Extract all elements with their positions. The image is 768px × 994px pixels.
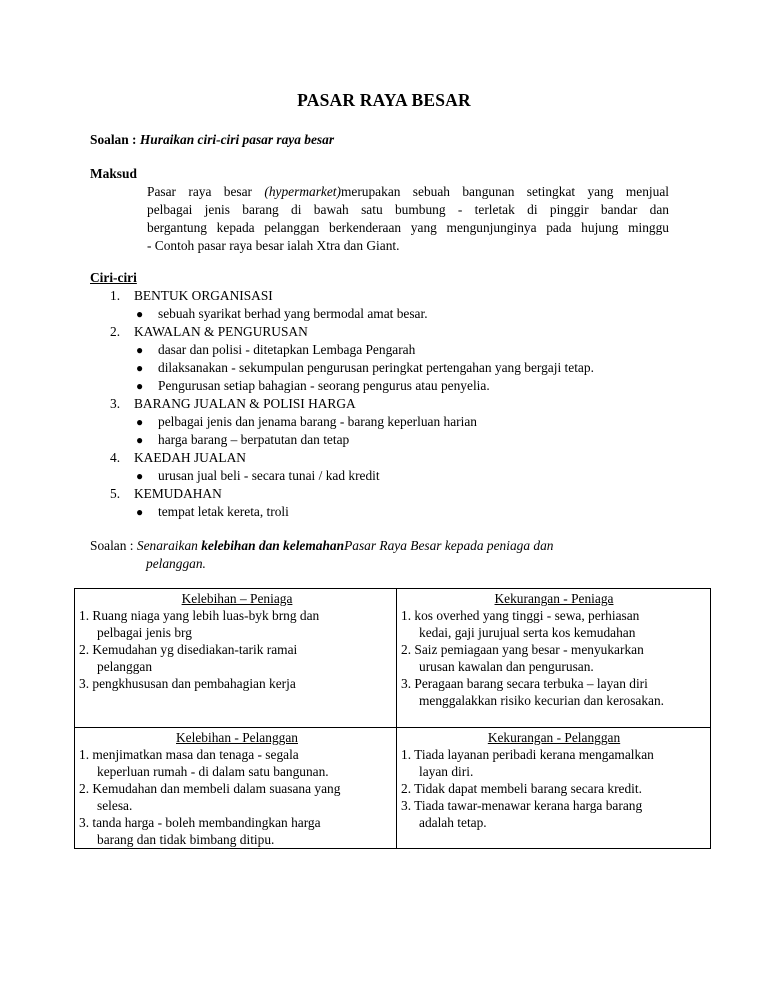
maksud-paragraph xyxy=(147,183,669,255)
cell-line: 3. pengkhususan dan pembahagian kerja xyxy=(79,676,296,691)
cell-line: keperluan rumah - di dalam satu bangunan. xyxy=(97,764,329,779)
cell-line: 3. Peragaan barang secara terbuka – layan diri xyxy=(401,676,648,691)
cell-line: 3. tanda harga - boleh membandingkan harga xyxy=(79,815,321,830)
ciri-item: 5. KEMUDAHAN xyxy=(110,486,222,501)
cell-line: 2. Kemudahan dan membeli dalam suasana yang xyxy=(79,781,341,796)
page-title: PASAR RAYA BESAR xyxy=(297,90,471,110)
cell-kelebihan-peniaga xyxy=(79,590,395,692)
cell-heading: Kelebihan – Peniaga xyxy=(181,591,293,606)
bullet-icon: ● xyxy=(136,307,144,321)
cell-line: urusan kawalan dan pengurusan. xyxy=(419,659,594,674)
cell-kekurangan-pelanggan xyxy=(401,729,707,831)
ciri-bullet: ● urusan jual beli - secara tunai / kad kredit xyxy=(136,468,380,483)
cell-line: selesa. xyxy=(97,798,133,813)
ciri-list xyxy=(110,287,690,521)
comparison-table xyxy=(74,588,711,849)
ciri-item: 2. KAWALAN & PENGURUSAN xyxy=(110,324,308,339)
cell-line: 2. Tidak dapat membeli barang secara kredit. xyxy=(401,781,642,796)
cell-line: 1. Tiada layanan peribadi kerana mengamalkan xyxy=(401,747,654,762)
ciri-item: 1. BENTUK ORGANISASI xyxy=(110,288,273,303)
ciri-bullet: ● dilaksanakan - sekumpulan pengurusan peringkat pertengahan yang bergaji tetap. xyxy=(136,360,594,375)
ciri-bullet: ● sebuah syarikat berhad yang bermodal amat besar. xyxy=(136,306,428,321)
cell-line: 1. kos overhed yang tinggi - sewa, perhiasan xyxy=(401,608,640,623)
ciri-heading: Ciri-ciri xyxy=(90,270,137,285)
ciri-bullet: ● dasar dan polisi - ditetapkan Lembaga Pengarah xyxy=(136,342,416,357)
cell-heading: Kekurangan - Pelanggan xyxy=(487,730,621,745)
soalan-question-2: Soalan : Senaraikan kelebihan dan kelemahanPasar Raya Besar kepada peniaga dan pelanggan. xyxy=(90,538,554,571)
cell-line: menggalakkan risiko kecurian dan kerosakan. xyxy=(419,693,665,708)
cell-line: layan diri. xyxy=(419,764,474,779)
cell-heading: Kekurangan - Peniaga xyxy=(494,591,614,606)
cell-line: 1. menjimatkan masa dan tenaga - segala xyxy=(79,747,299,762)
soalan-text: Huraikan ciri-ciri pasar raya besar xyxy=(139,132,335,147)
cell-kelebihan-pelanggan xyxy=(79,729,395,848)
cell-line: pelbagai jenis brg xyxy=(97,625,192,640)
maksud-line: - Contoh pasar raya besar ialah Xtra dan Giant. xyxy=(147,238,400,253)
soalan-question-1 xyxy=(90,131,334,149)
table-divider-horizontal xyxy=(75,727,710,728)
cell-line: 3. Tiada tawar-menawar kerana harga barang xyxy=(401,798,643,813)
cell-line: pelanggan xyxy=(97,659,153,674)
maksud-line: pelbagai jenis barang di bawah satu bumbung - terletak di pinggir bandar dan xyxy=(147,202,669,217)
ciri-item: 4. KAEDAH JUALAN xyxy=(110,450,246,465)
bullet-icon: ● xyxy=(136,433,144,447)
cell-kekurangan-peniaga xyxy=(401,590,707,709)
maksud-line: Pasar raya besar (hypermarket)merupakan sebuah bangunan setingkat yang menjual xyxy=(147,184,669,199)
ciri-bullet: ● harga barang – berpatutan dan tetap xyxy=(136,432,350,447)
cell-line: kedai, gaji jurujual serta kos kemudahan xyxy=(419,625,636,640)
soalan-label: Soalan : xyxy=(90,132,137,147)
maksud-heading: Maksud xyxy=(90,166,137,181)
bullet-icon: ● xyxy=(136,379,144,393)
ciri-item: 3. BARANG JUALAN & POLISI HARGA xyxy=(110,396,356,411)
cell-heading: Kelebihan - Pelanggan xyxy=(176,730,298,745)
cell-line: 1. Ruang niaga yang lebih luas-byk brng dan xyxy=(79,608,320,623)
bullet-icon: ● xyxy=(136,343,144,357)
bullet-icon: ● xyxy=(136,469,144,483)
ciri-bullet: ● Pengurusan setiap bahagian - seorang pengurus atau penyelia. xyxy=(136,378,490,393)
cell-line: barang dan tidak bimbang ditipu. xyxy=(97,832,275,847)
ciri-bullet: ● pelbagai jenis dan jenama barang - barang keperluan harian xyxy=(136,414,477,429)
bullet-icon: ● xyxy=(136,361,144,375)
cell-line: adalah tetap. xyxy=(419,815,487,830)
ciri-bullet: ● tempat letak kereta, troli xyxy=(136,504,289,519)
table-divider-vertical xyxy=(396,589,397,848)
maksud-line: bergantung kepada pelanggan berkenderaan yang mengunjunginya pada hujung minggu xyxy=(147,220,669,235)
cell-line: 2. Saiz pemiagaan yang besar - menyukarkan xyxy=(401,642,644,657)
bullet-icon: ● xyxy=(136,505,144,519)
cell-line: 2. Kemudahan yg disediakan-tarik ramai xyxy=(79,642,298,657)
bullet-icon: ● xyxy=(136,415,144,429)
